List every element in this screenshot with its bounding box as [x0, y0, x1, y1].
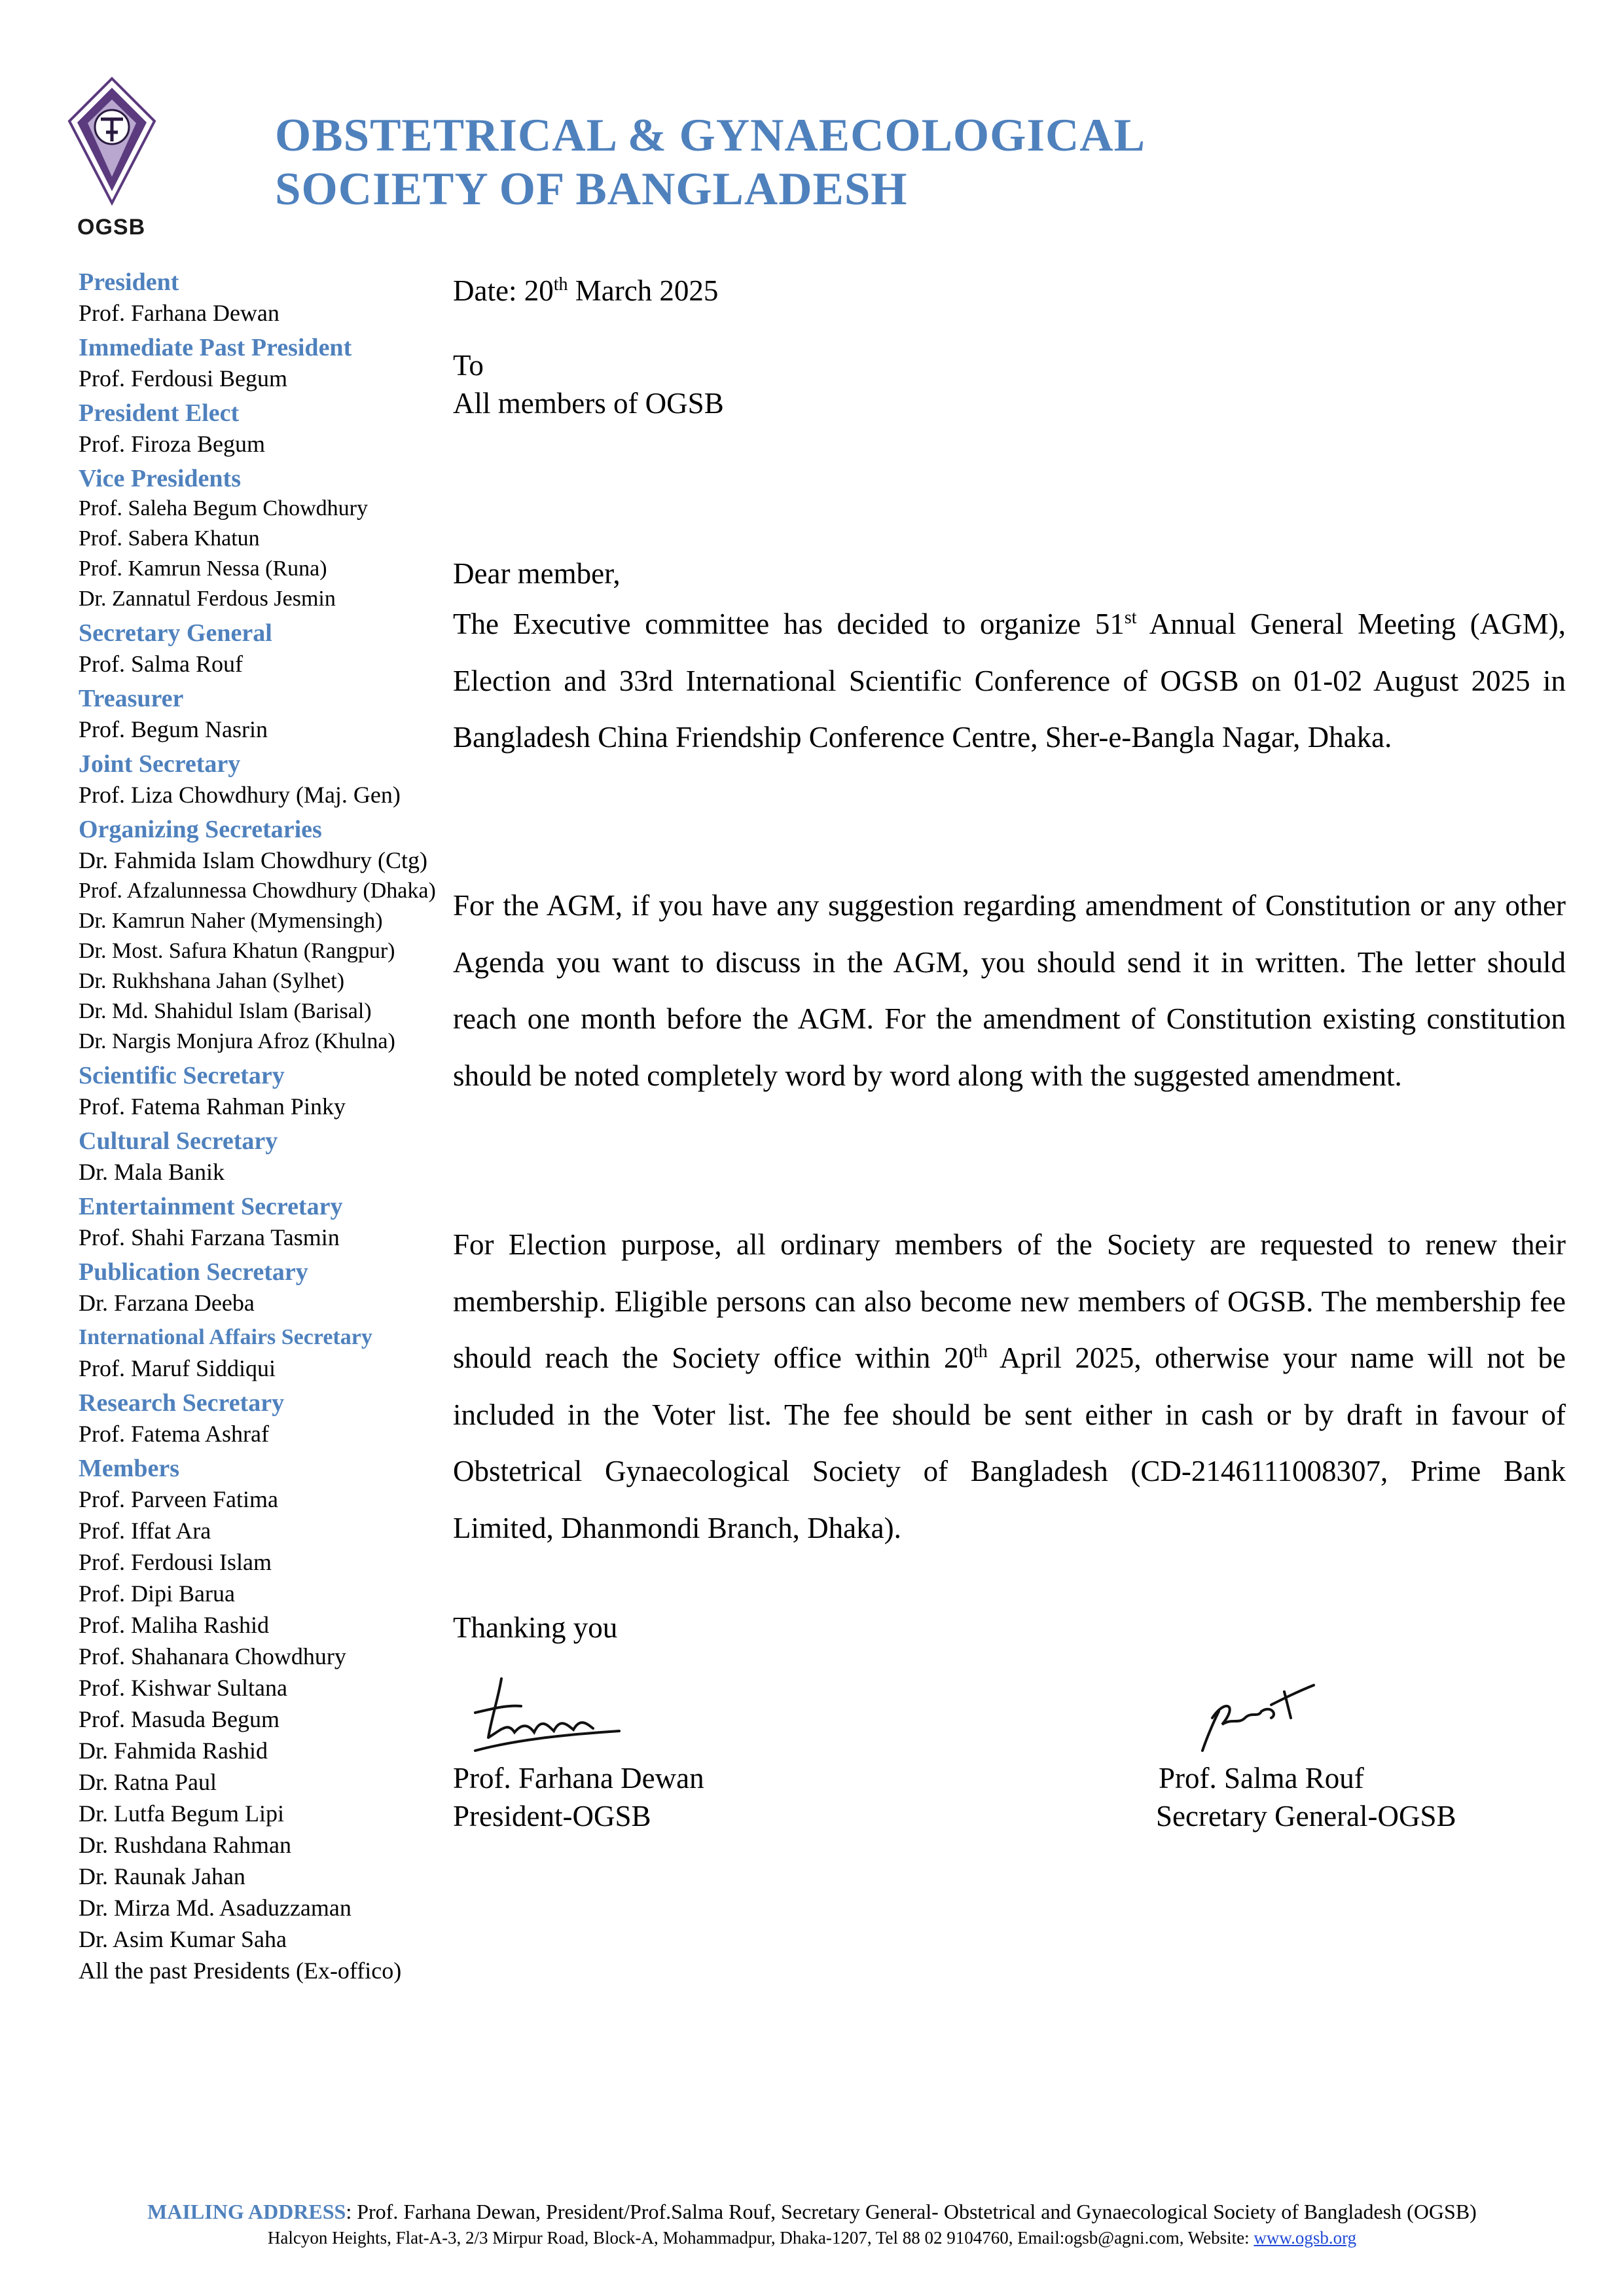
mailing-address-footer — [0, 2198, 1624, 2251]
committee-member-name: Prof. Sabera Khatun — [79, 526, 260, 551]
signatory-right-name: Prof. Salma Rouf — [1159, 1762, 1364, 1795]
committee-member-name: Prof. Ferdousi Islam — [79, 1549, 272, 1575]
committee-member-name: Prof. Kamrun Nessa (Runa) — [79, 556, 327, 581]
committee-sidebar — [79, 267, 471, 1986]
letter-to: To — [453, 349, 484, 382]
letter-recipient: All members of OGSB — [453, 387, 724, 420]
committee-member-name: All the past Presidents (Ex-offico) — [79, 1958, 402, 1984]
signature-president — [462, 1672, 626, 1757]
committee-member-name: Prof. Fatema Rahman Pinky — [79, 1093, 346, 1120]
letter-date — [453, 274, 718, 308]
letter-salutation: Dear member, — [453, 557, 621, 590]
committee-member-name: Prof. Saleha Begum Chowdhury — [79, 496, 368, 520]
committee-role: Members — [79, 1455, 180, 1482]
committee-member-name: Dr. Md. Shahidul Islam (Barisal) — [79, 999, 372, 1023]
footer-line-1: MAILING ADDRESS: Prof. Farhana Dewan, President/Prof.Salma Rouf, Secretary General- Obstetrical and Gynaecological Society of Bangladesh (OGSB) — [147, 2200, 1477, 2223]
date-text-suffix: March 2025 — [568, 274, 719, 307]
committee-member-name: Prof. Ferdousi Begum — [79, 365, 287, 392]
committee-member-name: Dr. Raunak Jahan — [79, 1863, 245, 1889]
signatory-right-title: Secretary General-OGSB — [1156, 1800, 1456, 1832]
committee-member-name: Dr. Zannatul Ferdous Jesmin — [79, 587, 336, 611]
committee-role: Research Secretary — [79, 1389, 285, 1417]
logo-caption: OGSB — [77, 215, 146, 240]
committee-role: Scientific Secretary — [79, 1062, 285, 1089]
committee-member-name: Prof. Maruf Siddiqui — [79, 1355, 276, 1381]
committee-member-name: Prof. Afzalunnessa Chowdhury (Dhaka) — [79, 879, 436, 903]
footer-label: MAILING ADDRESS — [147, 2200, 346, 2223]
committee-role: President — [79, 268, 179, 296]
committee-member-name: Dr. Kamrun Naher (Mymensingh) — [79, 909, 383, 933]
committee-role: Entertainment Secretary — [79, 1193, 343, 1220]
committee-member-name: Prof. Firoza Begum — [79, 431, 265, 457]
organization-title — [275, 109, 1146, 216]
committee-member-name: Prof. Masuda Begum — [79, 1706, 280, 1732]
signatory-left-title: President-OGSB — [453, 1800, 651, 1832]
committee-member-name: Dr. Most. Safura Khatun (Rangpur) — [79, 939, 395, 963]
committee-role: Immediate Past President — [79, 334, 352, 361]
committee-member-name: Dr. Ratna Paul — [79, 1769, 217, 1795]
letter-closing: Thanking you — [453, 1611, 618, 1644]
signatory-left-name: Prof. Farhana Dewan — [453, 1762, 704, 1795]
committee-role: International Affairs Secretary — [79, 1325, 372, 1349]
organization-title-line-1: OBSTETRICAL & GYNAECOLOGICAL — [275, 110, 1146, 161]
committee-member-name: Prof. Iffat Ara — [79, 1518, 211, 1544]
committee-member-name: Prof. Maliha Rashid — [79, 1612, 269, 1638]
committee-member-name: Prof. Salma Rouf — [79, 651, 243, 677]
committee-member-name: Dr. Nargis Monjura Afroz (Khulna) — [79, 1029, 395, 1053]
committee-member-name: Prof. Fatema Ashraf — [79, 1421, 269, 1447]
committee-member-name: Dr. Fahmida Islam Chowdhury (Ctg) — [79, 847, 427, 873]
paragraph-agm-announcement: The Executive committee has decided to organize 51st Annual General Meeting (AGM), Election and 33rd International Scientific Conference of OGSB on 01-02 August 2025 in Bangladesh China Friendship Conference Centre, Sher-e-Bangla Nagar, Dhaka. — [453, 608, 1566, 754]
committee-member-name: Prof. Farhana Dewan — [79, 300, 280, 326]
signature-secretary-general — [1193, 1679, 1317, 1757]
committee-role: Cultural Secretary — [79, 1127, 278, 1155]
committee-member-name: Dr. Mala Banik — [79, 1159, 225, 1185]
website-link[interactable]: www.ogsb.org — [1254, 2228, 1357, 2248]
committee-member-name: Dr. Fahmida Rashid — [79, 1738, 268, 1764]
committee-role: Treasurer — [79, 685, 184, 712]
paragraph-election-membership: For Election purpose, all ordinary members of the Society are requested to renew their membership. Eligible persons can also become new members of OGSB. The membership fee should reach the Society office within 20th April 2025, otherwise your name will not be included in the Voter list. The fee should be sent either in cash or by draft in favour of Obstetrical Gynaecological Society of Bangladesh (CD-2146111008307, Prime Bank Limited, Dhanmondi Branch, Dhaka). — [453, 1228, 1566, 1544]
committee-member-name: Dr. Lutfa Begum Lipi — [79, 1800, 284, 1827]
committee-member-name: Prof. Shahanara Chowdhury — [79, 1643, 346, 1669]
paragraph-agm-suggestions: For the AGM, if you have any suggestion regarding amendment of Constitution or any other Agenda you want to discuss in the AGM, you should send it in written. The letter should reach one month before the AGM. For the amendment of Constitution existing constitution should be noted completely word by word along with the suggested amendment. — [453, 889, 1566, 1092]
committee-member-name: Dr. Asim Kumar Saha — [79, 1926, 287, 1952]
committee-member-name: Dr. Rushdana Rahman — [79, 1832, 291, 1858]
committee-member-name: Prof. Parveen Fatima — [79, 1486, 278, 1512]
date-text: Date: 20 — [453, 274, 554, 307]
committee-member-name: Prof. Begum Nasrin — [79, 716, 268, 742]
committee-member-name: Prof. Shahi Farzana Tasmin — [79, 1224, 340, 1250]
date-superscript: th — [553, 274, 568, 295]
committee-member-name: Dr. Farzana Deeba — [79, 1290, 255, 1316]
committee-member-name: Prof. Liza Chowdhury (Maj. Gen) — [79, 782, 401, 808]
logo-emblem-icon — [63, 73, 161, 217]
committee-role: Vice Presidents — [79, 465, 242, 492]
committee-role: Joint Secretary — [79, 750, 241, 778]
footer-line-2: Halcyon Heights, Flat-A-3, 2/3 Mirpur Road, Block-A, Mohammadpur, Dhaka-1207, Tel 88 02 9104760, Email:ogsb@agni.com, Website: www.ogsb.org — [267, 2228, 1357, 2248]
committee-member-name: Prof. Kishwar Sultana — [79, 1675, 287, 1701]
organization-title-line-2: SOCIETY OF BANGLADESH — [275, 164, 908, 215]
committee-role: President Elect — [79, 399, 240, 427]
committee-member-name: Dr. Mirza Md. Asaduzzaman — [79, 1895, 352, 1921]
committee-role: Publication Secretary — [79, 1258, 308, 1286]
committee-role: Secretary General — [79, 619, 272, 647]
committee-member-name: Dr. Rukhshana Jahan (Sylhet) — [79, 969, 345, 993]
committee-role: Organizing Secretaries — [79, 816, 322, 843]
committee-member-name: Prof. Dipi Barua — [79, 1580, 235, 1607]
